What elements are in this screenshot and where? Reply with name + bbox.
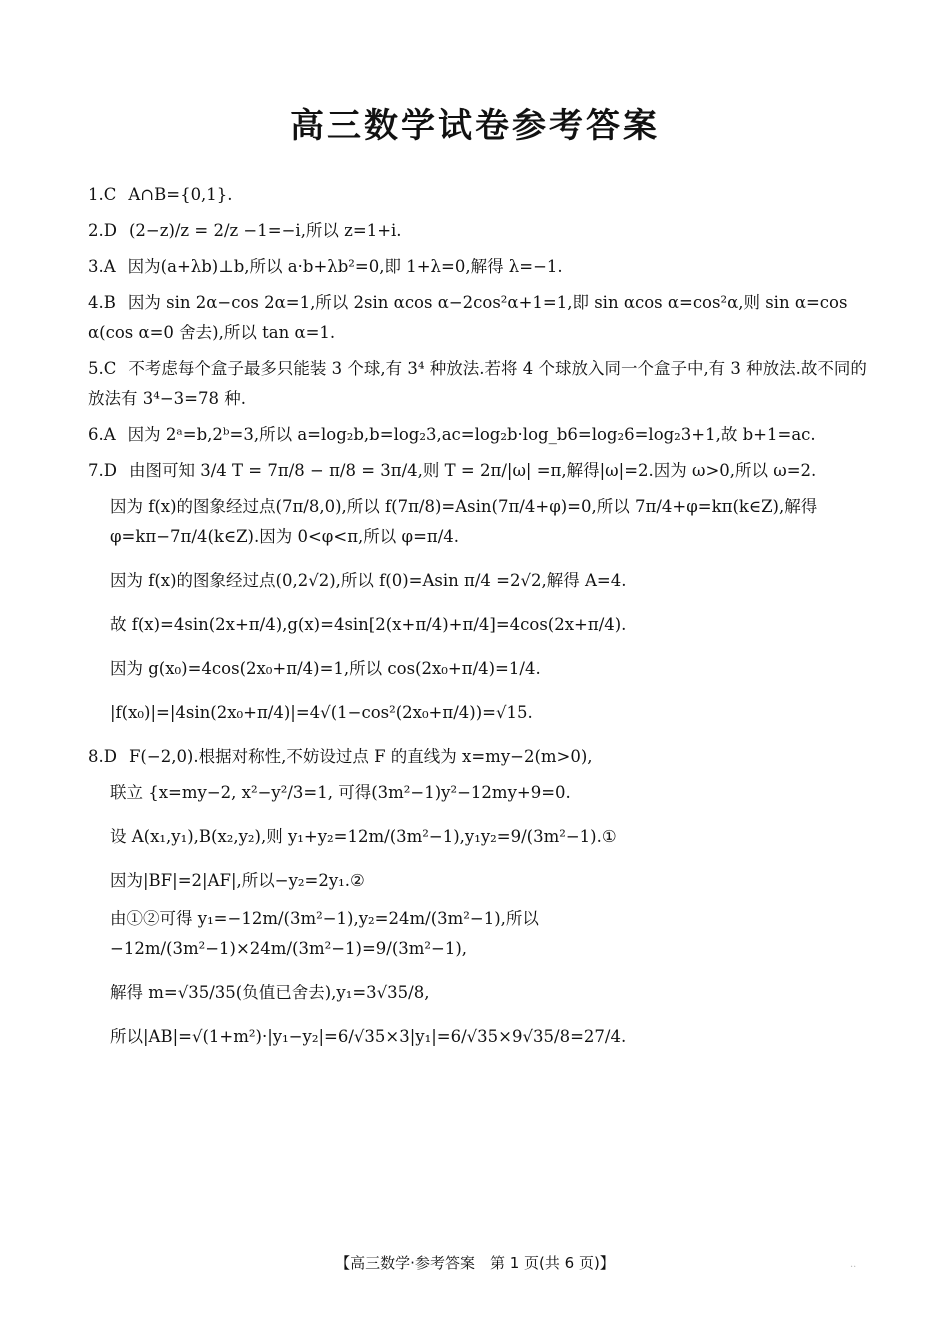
answer-text: 不考虑每个盒子最多只能装 3 个球,有 3⁴ 种放法.若将 4 个球放入同一个盒子中,有 3 种放法.故不同的放法有 3⁴−3=78 种.: [88, 359, 867, 409]
answer-text: 由图可知 3/4 T = 7π/8 − π/8 = 3π/4,则 T = 2π/|ω| =π,解得|ω|=2.因为 ω>0,所以 ω=2.: [128, 461, 817, 481]
answer-option: A: [103, 257, 116, 277]
q8-step-3: 因为|BF|=2|AF|,所以−y₂=2y₁.②: [110, 871, 365, 891]
answer-1: [88, 180, 868, 210]
answer-option: C: [103, 185, 117, 204]
page-footer: 【高三数学·参考答案 第 1 页(共 6 页)】: [335, 1254, 615, 1272]
answer-5: [88, 354, 868, 414]
page-title: 高三数学试卷参考答案: [290, 106, 660, 146]
q8-step-1: 联立 {x=my−2, x²−y²/3=1, 可得(3m²−1)y²−12my+9=0.: [110, 783, 571, 803]
answer-text: F(−2,0).根据对称性,不妨设过点 F 的直线为 x=my−2(m>0),: [128, 747, 593, 767]
answer-text: A∩B={0,1}.: [128, 185, 233, 204]
answer-text: 因为 2ᵃ=b,2ᵇ=3,所以 a=log₂b,b=log₂3,ac=log₂b·log_b6=log₂6=log₂3+1,故 b+1=ac.: [127, 425, 816, 445]
q7-step-5: |f(x₀)|=|4sin(2x₀+π/4)|=4√(1−cos²(2x₀+π/4))=√15.: [110, 703, 533, 723]
q7-step-1: 因为 f(x)的图象经过点(7π/8,0),所以 f(7π/8)=Asin(7π/4+φ)=0,所以 7π/4+φ=kπ(k∈Z),解得 φ=kπ−7π/4(k∈Z).因为 0<φ<π,所以 φ=π/4.: [110, 497, 818, 547]
answer-text: (2−z)/z = 2/z −1=−i,所以 z=1+i.: [128, 221, 402, 241]
answer-number: 7.: [88, 461, 104, 481]
answer-content: [88, 180, 868, 1066]
answer-option: D: [103, 221, 117, 241]
answer-6: [88, 420, 868, 450]
scan-mark: ··: [850, 1262, 857, 1273]
q7-step-4: 因为 g(x₀)=4cos(2x₀+π/4)=1,所以 cos(2x₀+π/4)=1/4.: [110, 659, 541, 679]
answer-text: 因为(a+λb)⊥b,所以 a·b+λb²=0,即 1+λ=0,解得 λ=−1.: [127, 257, 563, 277]
answer-3: [88, 252, 868, 282]
q7-step-2: 因为 f(x)的图象经过点(0,2√2),所以 f(0)=Asin π/4 =2√2,解得 A=4.: [110, 571, 627, 591]
answer-number: 1.: [88, 185, 104, 204]
answer-number: 3.: [88, 257, 104, 277]
q8-step-5: 解得 m=√35/35(负值已舍去),y₁=3√35/8,: [110, 983, 430, 1003]
answer-number: 5.: [88, 359, 104, 379]
answer-option: A: [103, 425, 116, 445]
q8-step-2: 设 A(x₁,y₁),B(x₂,y₂),则 y₁+y₂=12m/(3m²−1),y₁y₂=9/(3m²−1).①: [110, 827, 617, 847]
answer-option: D: [103, 461, 117, 481]
answer-option: B: [103, 293, 116, 313]
answer-8: [88, 742, 868, 772]
q7-step-3: 故 f(x)=4sin(2x+π/4),g(x)=4sin[2(x+π/4)+π/4]=4cos(2x+π/4).: [110, 615, 627, 635]
answer-number: 8.: [88, 747, 104, 767]
answer-number: 2.: [88, 221, 104, 241]
answer-4: [88, 288, 868, 348]
answer-option: C: [103, 359, 117, 379]
answer-number: 4.: [88, 293, 104, 313]
answer-7: [88, 456, 868, 486]
answer-2: [88, 216, 868, 246]
answer-number: 6.: [88, 425, 104, 445]
answer-text: 因为 sin 2α−cos 2α=1,所以 2sin αcos α−2cos²α+1=1,即 sin αcos α=cos²α,则 sin α=cos α(cos α=0 舍去),所以 tan α=1.: [88, 293, 848, 343]
answer-option: D: [103, 747, 117, 767]
q8-step-4: 由①②可得 y₁=−12m/(3m²−1),y₂=24m/(3m²−1),所以−12m/(3m²−1)×24m/(3m²−1)=9/(3m²−1),: [110, 909, 539, 959]
q8-step-6: 所以|AB|=√(1+m²)·|y₁−y₂|=6/√35×3|y₁|=6/√35×9√35/8=27/4.: [110, 1027, 627, 1047]
